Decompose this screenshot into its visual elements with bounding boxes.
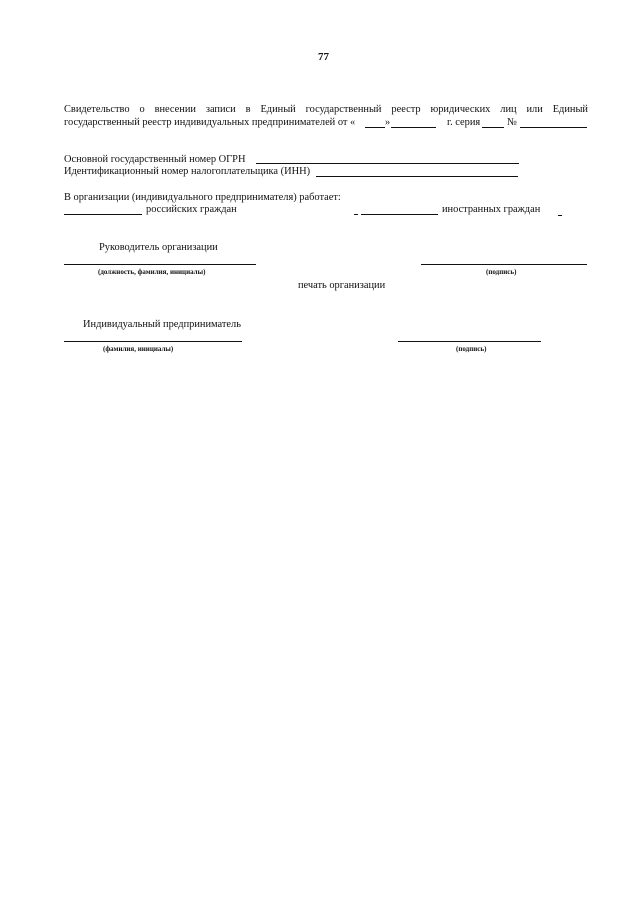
seal-label: печать организации	[298, 280, 386, 291]
ogrn-label: Основной государственный номер ОГРН	[64, 154, 246, 165]
series-blank[interactable]	[482, 127, 504, 128]
month-blank[interactable]	[391, 127, 436, 128]
entrepreneur-signature-blank[interactable]	[398, 341, 541, 342]
foreign-count-blank[interactable]	[361, 214, 438, 215]
certificate-line-2-prefix: государственный реестр индивидуальных предпринимателей от «	[64, 117, 356, 128]
trailing-dash	[558, 215, 562, 216]
series-label: г. серия	[447, 117, 481, 128]
head-signature-caption: (подпись)	[486, 268, 517, 276]
inn-label: Идентификационный номер налогоплательщика (ИНН)	[64, 166, 311, 177]
inn-blank[interactable]	[316, 176, 518, 177]
head-signature-blank[interactable]	[421, 264, 587, 265]
entrepreneur-signature-caption: (подпись)	[456, 345, 487, 353]
employees-intro: В организации (индивидуального предпринимателя) работает:	[64, 192, 341, 203]
certificate-line-1	[64, 104, 588, 116]
head-position-caption: (должность, фамилия, инициалы)	[98, 268, 206, 276]
head-title: Руководитель организации	[99, 242, 218, 253]
quote-close: »	[385, 117, 391, 128]
foreign-citizens-label: иностранных граждан	[442, 204, 541, 215]
foreign-dash	[354, 214, 358, 215]
entrepreneur-name-caption: (фамилия, инициалы)	[103, 345, 174, 353]
entrepreneur-title: Индивидуальный предприниматель	[83, 319, 241, 330]
number-sign: №	[507, 117, 517, 128]
ogrn-blank[interactable]	[256, 163, 519, 164]
certificate-line-1-text: Свидетельство о внесении записи в Единый государственный реестр юридических лиц или Единый	[64, 104, 588, 115]
number-blank[interactable]	[520, 127, 587, 128]
head-position-blank[interactable]	[64, 264, 256, 265]
page-number: 77	[318, 51, 329, 63]
russian-citizens-label: российских граждан	[146, 204, 237, 215]
russian-count-blank[interactable]	[64, 214, 142, 215]
day-blank[interactable]	[365, 127, 385, 128]
entrepreneur-name-blank[interactable]	[64, 341, 242, 342]
